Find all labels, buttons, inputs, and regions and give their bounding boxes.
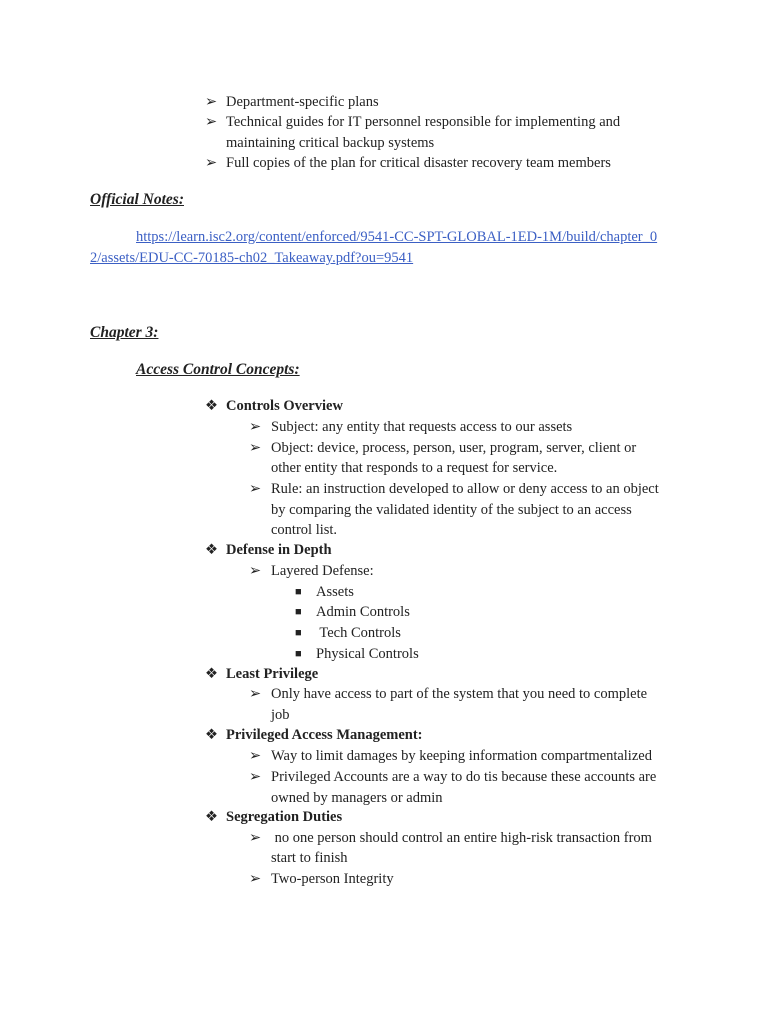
list-item: Full copies of the plan for critical disaster recovery team members — [226, 155, 611, 171]
list-item: Subject: any entity that requests access to our assets — [271, 419, 573, 435]
list-item: Way to limit damages by keeping information compartmentalized — [271, 748, 652, 764]
list-item: Object: device, process, person, user, program, server, client or — [271, 440, 637, 456]
arrow-bullet-icon: ➢ — [249, 686, 262, 702]
arrow-bullet-icon: ➢ — [249, 769, 262, 785]
list-item: Technical guides for IT personnel responsible for implementing and — [226, 114, 621, 130]
arrow-bullet-icon: ➢ — [205, 94, 218, 110]
list-item-continuation: maintaining critical backup systems — [226, 135, 435, 151]
section-title: Segregation Duties — [226, 809, 343, 825]
official-notes-heading: Official Notes: — [90, 191, 184, 208]
square-bullet-icon: ■ — [295, 606, 302, 618]
list-item: Rule: an instruction developed to allow or deny access to an object — [271, 481, 659, 497]
list-item-continuation: control list. — [271, 522, 338, 538]
chapter-heading: Chapter 3: — [90, 324, 159, 341]
list-item-continuation: other entity that responds to a request for service. — [271, 460, 558, 476]
arrow-bullet-icon: ➢ — [205, 155, 218, 171]
list-item-continuation: start to finish — [271, 850, 348, 866]
section-subheading: Access Control Concepts: — [136, 361, 300, 378]
arrow-bullet-icon: ➢ — [249, 419, 262, 435]
arrow-bullet-icon: ➢ — [249, 871, 262, 887]
list-item: Only have access to part of the system that you need to complete — [271, 686, 648, 702]
diamond-bullet-icon: ❖ — [205, 809, 218, 825]
list-item: Layered Defense: — [271, 563, 374, 579]
diamond-bullet-icon: ❖ — [205, 398, 218, 414]
list-item: Privileged Accounts are a way to do tis because these accounts are — [271, 769, 657, 785]
list-item-continuation: by comparing the validated identity of the subject to an access — [271, 502, 632, 518]
list-item: Department-specific plans — [226, 94, 379, 110]
square-bullet-icon: ■ — [295, 586, 302, 598]
square-bullet-icon: ■ — [295, 627, 302, 639]
list-item-continuation: owned by managers or admin — [271, 790, 443, 806]
list-item: no one person should control an entire high-risk transaction from — [271, 830, 652, 846]
section-title: Privileged Access Management: — [226, 727, 423, 743]
reference-link[interactable]: https://learn.isc2.org/content/enforced/9541-CC-SPT-GLOBAL-1ED-1M/build/chapter_0 — [136, 229, 658, 245]
list-item-continuation: job — [271, 707, 290, 723]
arrow-bullet-icon: ➢ — [249, 481, 262, 497]
section-title: Least Privilege — [226, 666, 319, 682]
arrow-bullet-icon: ➢ — [249, 830, 262, 846]
list-item: Two-person Integrity — [271, 871, 394, 887]
diamond-bullet-icon: ❖ — [205, 666, 218, 682]
sub-list-item: Tech Controls — [316, 625, 401, 641]
arrow-bullet-icon: ➢ — [249, 748, 262, 764]
reference-link-continuation[interactable]: 2/assets/EDU-CC-70185-ch02_Takeaway.pdf?ou=9541 — [90, 250, 414, 266]
arrow-bullet-icon: ➢ — [249, 440, 262, 456]
section-title: Defense in Depth — [226, 542, 332, 558]
section-title: Controls Overview — [226, 398, 343, 414]
arrow-bullet-icon: ➢ — [249, 563, 262, 579]
square-bullet-icon: ■ — [295, 648, 302, 660]
sub-list-item: Physical Controls — [316, 646, 419, 662]
diamond-bullet-icon: ❖ — [205, 727, 218, 743]
sub-list-item: Assets — [316, 584, 354, 600]
arrow-bullet-icon: ➢ — [205, 114, 218, 130]
diamond-bullet-icon: ❖ — [205, 542, 218, 558]
sub-list-item: Admin Controls — [316, 604, 410, 620]
